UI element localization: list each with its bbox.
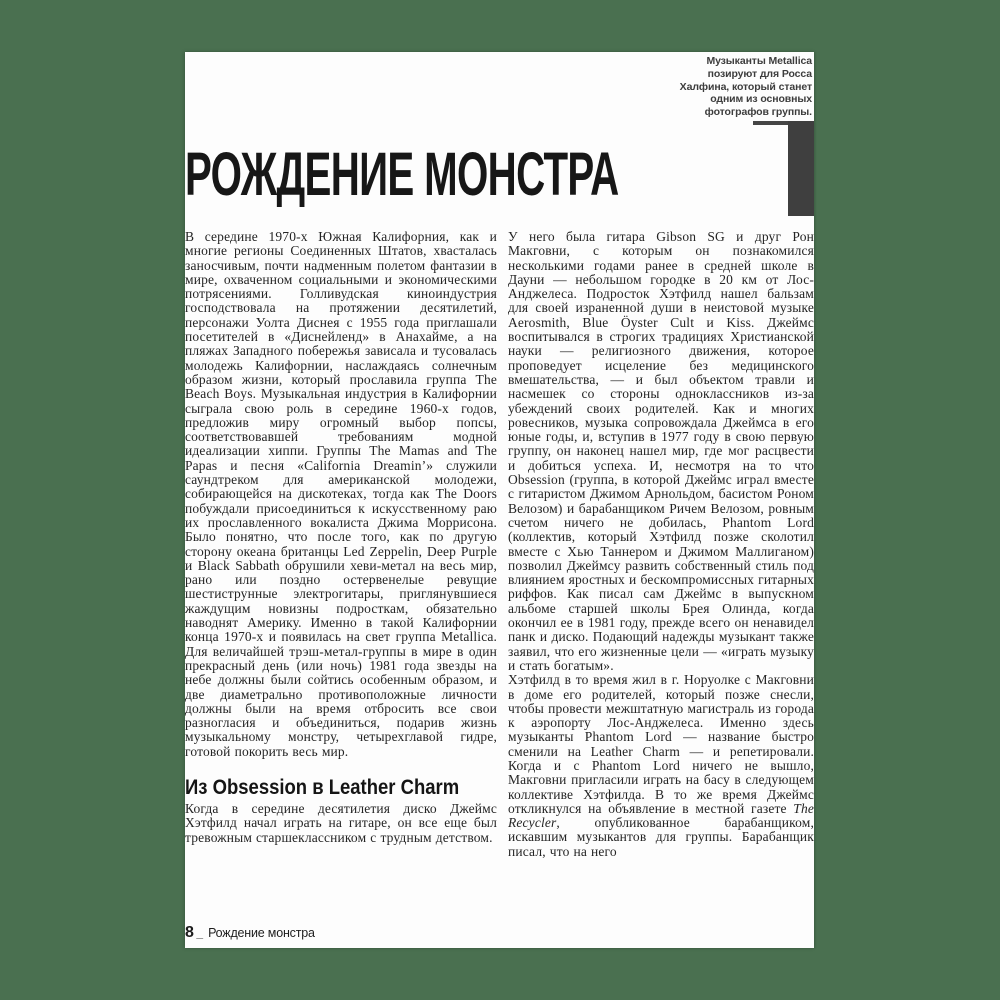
photo-bleed-sliver bbox=[788, 121, 814, 216]
page-number: 8 bbox=[185, 924, 194, 941]
photo-caption-line: позируют для Росса bbox=[707, 67, 812, 80]
footer-separator: _ bbox=[196, 926, 204, 940]
footer-chapter-label: Рождение монстра bbox=[208, 926, 315, 940]
photo-caption-line: Музыканты Metallica bbox=[706, 55, 812, 67]
newspaper-name: The Recycler bbox=[508, 800, 814, 831]
right-column bbox=[508, 230, 814, 859]
text-columns bbox=[185, 230, 814, 859]
photo-caption-line: фотографов группы. bbox=[704, 106, 812, 119]
body-paragraph: Когда в середине десятилетия диско Джеймс Хэтфилд начал играть на гитаре, он все еще был тревожным старшеклассником с трудным детством. bbox=[185, 801, 497, 845]
body-paragraph: В середине 1970-х Южная Калифорния, как и многие регионы Соединенных Штатов, хвасталась заносчивым, почти надменным полетом фантазии в мире, охваченном социальными и экономическими потрясениями. Голливудская киноиндустрия господствовала на протяжении десятилетий, персонажи Уолта Диснея с 1955 года приглашали посетителей в «Диснейленд» в Анахайме, а на пляжах Западного побережья зависала и тусовалась молодежь Калифорнии, наслаждаясь солнечным образом жизни, который прославила группа The Beach Boys. Музыкальная индустрия в Калифорнии сыграла свою роль в середине 1960-х годов, предложив миру огромный выбор попсы, соответствовавшей требованиям модной идеализации хиппи. Группы The Mamas and The Papas и песня «California Dreamin’» служили саундтреком для американской молодежи, собирающейся на дискотеках, тогда как The Doors побуждали присоединиться к искусственному раю их прославленного вокалиста Джима Моррисона. Было понятно, что после того, как по другую сторону океана британцы Led Zeppelin, Deep Purple и Black Sabbath обрушили хеви-метал на весь мир, рано или поздно остервенелые ревущие шестиструнные электрогитары, приглянувшиеся жаждущим новизны подросткам, обязательно наводнят Америку. Именно в такой Калифорнии конца 1970-х и появилась на свет группа Metallica. Для величайшей трэш-метал-группы в мире в один прекрасный день (или ночь) 1981 года звезды на небе должны были сойтись особенным образом, и две диаметрально противоположные личности должны были на время отбросить все свои разногласия и объединиться, подарив жизнь музыкальному монстру, четырехглавой гидре, готовой покорить весь мир. bbox=[185, 229, 497, 759]
photo-caption-line: Халфина, который станет bbox=[679, 80, 812, 93]
body-paragraph: У него была гитара Gibson SG и друг Рон Макговни, с которым он познакомился несколькими годами ранее в средней школе в Дауни — небольшом городке в 20 км от Лос-Анджелеса. Подросток Хэтфилд нашел бальзам для своей израненной души в неистовой музыке Aerosmith, Blue Öyster Cult и Kiss. Джеймс воспитывался в строгих традициях Христианской науки — религиозного движения, которое проповедует исцеление без медицинского вмешательства, — и был объектом травли и насмешек со стороны одноклассников из-за убеждений своих родителей. Как и многих ровесников, музыка сопровождала Джеймса в его юные годы, и, вступив в 1977 году в свою первую группу, он наконец нашел мир, где мог расцвести и добиться успеха. И, несмотря на то что Obsession (группа, в которой Джеймс играл вместе с гитаристом Джимом Арнольдом, басистом Роном Велозом) и барабанщиком Ричем Велозом, ровным счетом ничего не добилась, Phantom Lord (коллектив, который Хэтфилд позже сколотил вместе с Хью Таннером и Джимом Маллиганом) позволил Джеймсу развить собственный стиль под влиянием яростных и бескомпромиссных гитарных риффов. Как писал сам Джеймс в выпускном альбоме старшей школы Брея Олинда, когда окончил ее в 1981 году, прежде всего он ненавидел панк и диско. Подающий надежды музыкант также заявил, что его жизненные цели — «играть музыку и стать богатым». bbox=[508, 229, 814, 673]
left-column bbox=[185, 230, 497, 859]
page-footer bbox=[185, 924, 315, 942]
body-text-segment: Хэтфилд в то время жил в г. Норуолке с Макговни в доме его родителей, который позже снесли, чтобы провести межштатную магистраль из города к аэропорту Лос-Анджелеса. Именно здесь музыканты Phantom Lord — название быстро сменили на Leather Charm — и репетировали. Когда и с Phantom Lord ничего не вышло, Макговни пригласили играть на басу в следующем коллективе Хэтфилда. В то же время Джеймс откликнулся на объявление в местной газете bbox=[508, 672, 814, 816]
body-paragraph bbox=[508, 673, 814, 859]
chapter-title: РОЖДЕНИЕ МОНСТРА bbox=[185, 140, 619, 208]
section-subheading: Из Obsession в Leather Charm bbox=[185, 775, 460, 799]
book-page bbox=[185, 52, 814, 948]
photo-caption bbox=[662, 55, 812, 119]
photo-caption-line: одним из основных bbox=[710, 93, 812, 106]
body-text-segment: , опубликованное барабанщиком, искавшим музыкантов для группы. Барабанщик писал, что на него bbox=[508, 815, 814, 859]
